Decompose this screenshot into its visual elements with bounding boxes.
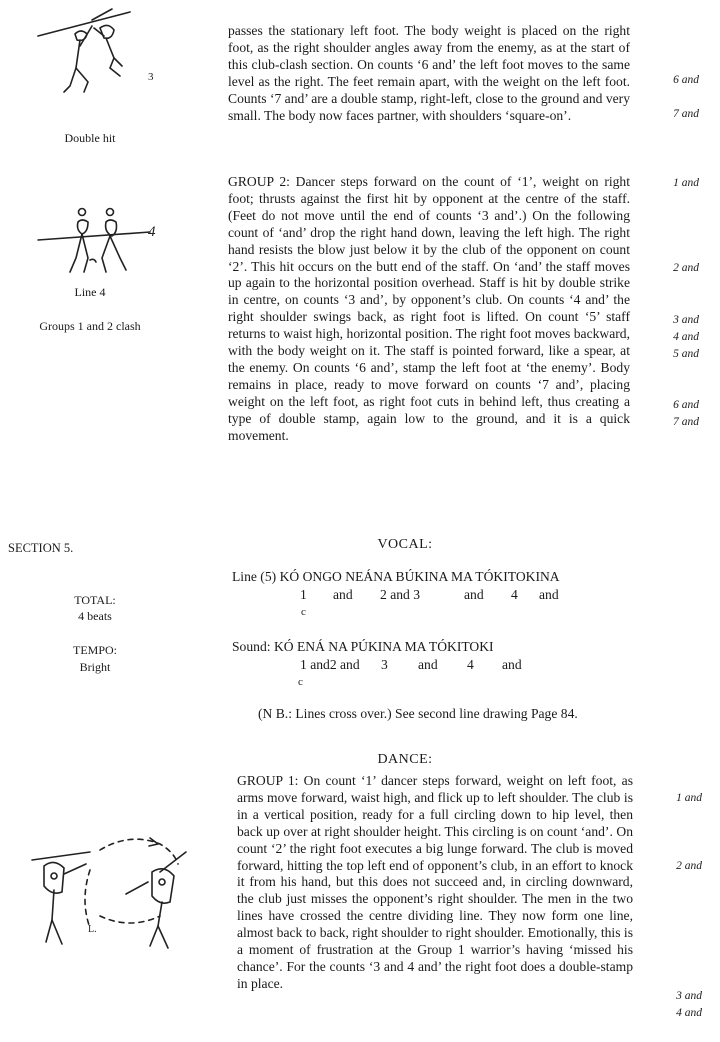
margin-count: 4 and bbox=[676, 1007, 702, 1019]
line-4-caption: Line 4 bbox=[74, 285, 106, 299]
margin-count: 2 and bbox=[673, 262, 699, 274]
line-c-mark: c bbox=[301, 606, 306, 618]
tempo-value: Bright bbox=[79, 660, 111, 674]
sound-count: 3 bbox=[381, 657, 388, 672]
line-count: 2 and 3 bbox=[380, 587, 421, 602]
line-count: 4 bbox=[511, 587, 518, 602]
sound-count: and bbox=[502, 657, 522, 672]
vocal-line-text: KÓ ONGO NEÁNA BÚKINA MA TÓKITOKINA bbox=[279, 569, 560, 584]
line-4-figure-illustration bbox=[30, 200, 170, 284]
margin-count: 2 and bbox=[676, 860, 702, 872]
double-hit-caption: Double hit bbox=[64, 131, 116, 145]
margin-count: 4 and bbox=[673, 331, 699, 343]
paragraph-group-2: GROUP 2: Dancer steps forward on the count of ‘1’, weight on right foot; thrusts against the first hit by opponent at the centre of the staff. (Feet do not move until the end of counts ‘3 and’.) On the following count of ‘and’ drop the right hand down, leaving the left high. The right hand resists the blow just below it by the club of the opponent on count ‘2’. This hit occurs on the butt end of the staff. On ‘and’ the staff moves up again to the horizontal position overhead. Staff is hit by double strike in centre, on counts ‘3 and’, by opponent’s club. On counts ‘4 and’ the right shoulder swings back, as right foot is lifted. On count ‘5’ staff returns to waist high, horizontal position. The right foot moves backward, with the body weight on it. The staff is pointed forward, like a spear, at the enemy. On counts ‘6 and’, stamp the left foot at ‘the enemy’. Body remains in place, ready to move forward on counts ‘7 and’, placing weight on the left foot, as right foot cuts in behind left, thus creating a type of double stamp, again low to the ground, and it is a quick movement. bbox=[228, 174, 630, 443]
figure-number: 4 bbox=[148, 224, 156, 240]
sound-text: KÓ ENÁ NA PÚKINA MA TÓKITOKI bbox=[273, 639, 494, 654]
total-value: 4 beats bbox=[78, 609, 112, 623]
sound-label: Sound: bbox=[232, 639, 271, 654]
sound-count: 4 bbox=[467, 657, 474, 672]
svg-text:L.: L. bbox=[88, 924, 97, 935]
tempo-label: TEMPO: bbox=[72, 643, 117, 657]
margin-count: 5 and bbox=[673, 348, 699, 360]
vocal-heading: VOCAL: bbox=[377, 537, 433, 552]
margin-count: 7 and bbox=[673, 108, 699, 120]
margin-count: 6 and bbox=[673, 74, 699, 86]
margin-count: 1 and bbox=[673, 177, 699, 189]
line-count: and bbox=[333, 587, 353, 602]
cross-over-note: (N B.: Lines cross over.) See second line drawing Page 84. bbox=[258, 706, 578, 721]
sound-c-mark: c bbox=[298, 676, 303, 688]
total-label: TOTAL: bbox=[74, 593, 116, 607]
figure-number: 3 bbox=[148, 71, 154, 83]
section-heading: SECTION 5. bbox=[8, 541, 74, 555]
line-count: and bbox=[464, 587, 484, 602]
vocal-sound-line bbox=[232, 639, 494, 655]
line-count: and bbox=[539, 587, 559, 602]
dance-heading: DANCE: bbox=[377, 752, 433, 767]
circling-clubs-illustration bbox=[30, 820, 200, 970]
sound-count: 1 and2 and bbox=[300, 657, 360, 672]
paragraph-group-1: GROUP 1: On count ‘1’ dancer steps forward, weight on left foot, as arms move forward, waist high, and flick up to left shoulder. The club is in a vertical position, ready for a full circling down to hip level, then back up over at right shoulder height. This circling is on count ‘and’. On count ‘2’ the right foot executes a big lunge forward. The club is moved forward, hitting the top left end of opponent’s club, in an effort to knock it from his hand, but this does not succeed and, in circling downward, the club just misses the opponent’s right shoulder. The men in the two lines have crossed the centre dividing line. They now form one line, almost back to back, right shoulder to right shoulder. Emotionally, this is a moment of frustration at the Group 1 warrior’s having ‘missed his chance’. For the counts ‘3 and 4 and’ the right foot does a double-stamp in place. bbox=[237, 773, 633, 991]
line-count: 1 bbox=[300, 587, 307, 602]
margin-count: 3 and bbox=[673, 314, 699, 326]
margin-count: 6 and bbox=[673, 399, 699, 411]
margin-count: 7 and bbox=[673, 416, 699, 428]
sound-count: and bbox=[418, 657, 438, 672]
vocal-line-label: Line (5) bbox=[232, 569, 277, 584]
vocal-line-5 bbox=[232, 569, 560, 585]
double-hit-figure-illustration bbox=[30, 6, 170, 116]
paragraph-continuation: passes the stationary left foot. The body weight is placed on the right foot, as the right shoulder angles away from the enemy, as at the start of this club-clash section. On counts ‘6 and’ the left foot moves to the same level as the right. The feet remain apart, with the weight on the left foot. Counts ‘7 and’ are a double stamp, right-left, close to the ground and very small. The body now faces partner, with shoulders ‘square-on’. bbox=[228, 23, 630, 123]
groups-clash-caption: Groups 1 and 2 clash bbox=[39, 319, 141, 333]
margin-count: 3 and bbox=[676, 990, 702, 1002]
margin-count: 1 and bbox=[676, 792, 702, 804]
